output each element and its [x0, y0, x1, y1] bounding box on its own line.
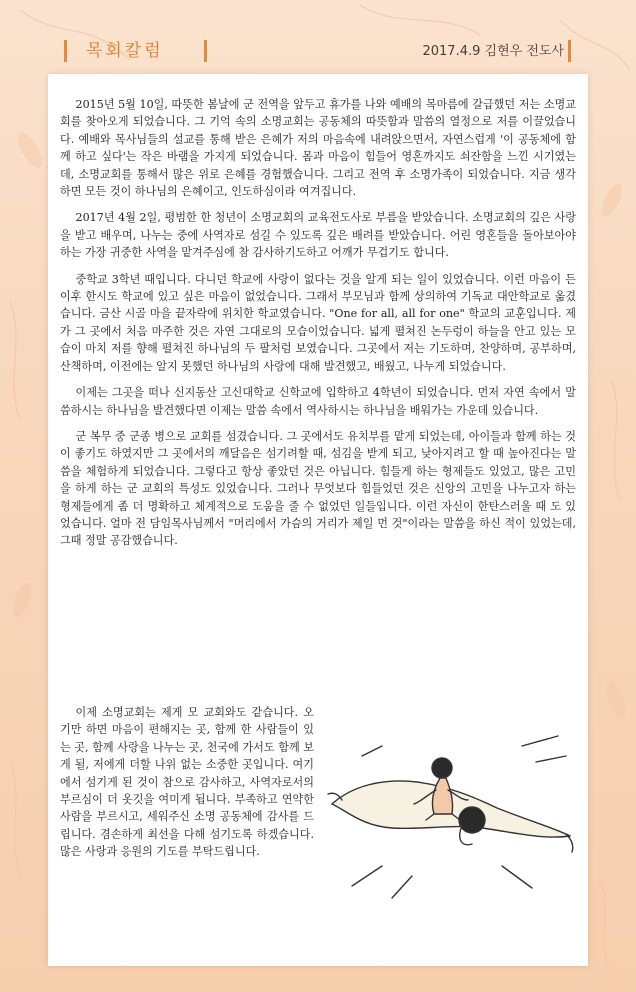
title-bar-left: [64, 40, 67, 62]
title-bar-right: [204, 40, 207, 62]
paragraph: 군 복무 중 군종 병으로 교회를 섬겼습니다. 그 곳에서도 유치부를 맡게 되었는데, 아이들과 함께 하는 것이 좋기도 하였지만 그 곳에서의 깨달음은 섬기려할 때, 섬김을 받게 되고, 낮아지려고 할 때 높아진다는 말씀을 체험하게 되었습니다. 그렇다고 항상 좋았던 것은 아닙니다. 힘들게 하는 형제들도 있었고, 많은 고민을 하게 하는 군 교회의 특성도 있었습니다. 그러나 무엇보다 힘들었던 것은 신앙의 고민을 나누고자 하는 형제들에게 좀 더 명확하고 체계적으로 도움을 줄 수 없었던 일들입니다. 이런 자신이 한탄스러울 때 도 있었습니다. 얼마 전 담임목사님께서 "머리에서 가슴의 거리가 제일 먼 것"이라는 말씀을 하신 적이 있었는데, 그때 정말 공감했습니다.: [60, 429, 576, 548]
column-title: 목회칼럼: [86, 41, 164, 61]
paragraph: 2015년 5월 10일, 따뜻한 봄날에 군 전역을 앞두고 휴가를 나와 예배의 목마름에 갈급했던 저는 소명교회를 찾아오게 되었습니다. 그 기억 속의 소명교회는 공동체의 따뜻함과 말씀의 열정으로 저를 이끌었습니다. 예배와 목사님들의 설교를 통해 받은 은혜가 저의 마음속에 내려앉으면서, 자연스럽게 '이 공동체에 함께 하고 싶다'는 작은 바램을 가지게 되었습니다. 몸과 마음이 힘들어 영혼까지도 쇠잔함을 느낀 시기였는데, 소명교회를 통해서 많은 위로 은혜를 경험했습니다. 그리고 전역 후 소명가족이 되었습니다. 지금 생각하면 모든 것이 하나님의 은혜이고, 인도하심이라 여겨집니다.: [60, 98, 576, 199]
paragraph: 이제 소명교회는 제게 모 교회와도 같습니다. 오기만 하면 마음이 편해지는 곳, 함께 한 사람들이 있는 곳, 함께 사랑을 나누는 곳, 천국에 가서도 함께 보게 될, 저에게 더할 나위 없는 소중한 곳입니다. 여기에서 섬기게 된 것이 참으로 감사하고, 사역자로서의 부르심이 더 옷깃을 여미게 됩니다. 부족하고 연약한 사람을 부르시고, 세워주신 소명 공동체에 감사를 드립니다. 겸손하게 최선을 다해 섬기도록 하겠습니다. 많은 사랑과 응원의 기도를 부탁드립니다.: [60, 706, 314, 859]
paragraph: 2017년 4월 2일, 평범한 한 청년이 소명교회의 교육전도사로 부름을 받았습니다. 소명교회의 깊은 사랑을 받고 배우며, 나누는 중에 사역자로 섬길 수 있도록 깊은 배려를 받았습니다. 어린 영혼들을 돌아보아야 하는 가장 귀중한 사역을 맡겨주심에 참 감사하기도하고 어깨가 무겁기도 합니다.: [60, 211, 576, 260]
paragraph: 이제는 그곳을 떠나 신지동산 고신대학교 신학교에 입학하고 4학년이 되었습니다. 먼저 자연 속에서 말씀하시는 하나님을 발견했다면 이제는 말씀 속에서 역사하시는 하나님을 배워가는 가운데 있습니다.: [60, 386, 576, 417]
closing-paragraph: [60, 704, 314, 861]
paragraph: 중학교 3학년 때입니다. 다니던 학교에 사랑이 없다는 것을 알게 되는 일이 있었습니다. 이런 마음이 든 이후 한시도 학교에 있고 싶은 마음이 없었습니다. 그래서 부모님과 함께 상의하여 기독교 대안학교로 옮겼습니다. 금산 시골 마을 끝자락에 위치한 학교였습니다. "One for all, all for one" 학교의 교훈입니다. 제가 그 곳에서 처음 마주한 것은 자연 그대로의 모습이었습니다. 넓게 펼쳐진 논두렁이 하늘을 안고 있는 모습이 마치 저를 향해 펼쳐진 하나님의 두 팔처럼 보였습니다. 그곳에서 저는 기도하며, 찬양하며, 공부하며, 산책하며, 이전에는 알지 못했던 하나님의 사랑에 대해 발견했고, 배웠고, 나누게 되었습니다.: [60, 272, 576, 373]
byline-bar: [568, 40, 571, 62]
article-body: [60, 96, 576, 559]
date-author: 2017.4.9 김현우 전도사: [422, 44, 564, 59]
header: [0, 0, 636, 72]
flying-figures-illustration: [322, 716, 578, 926]
